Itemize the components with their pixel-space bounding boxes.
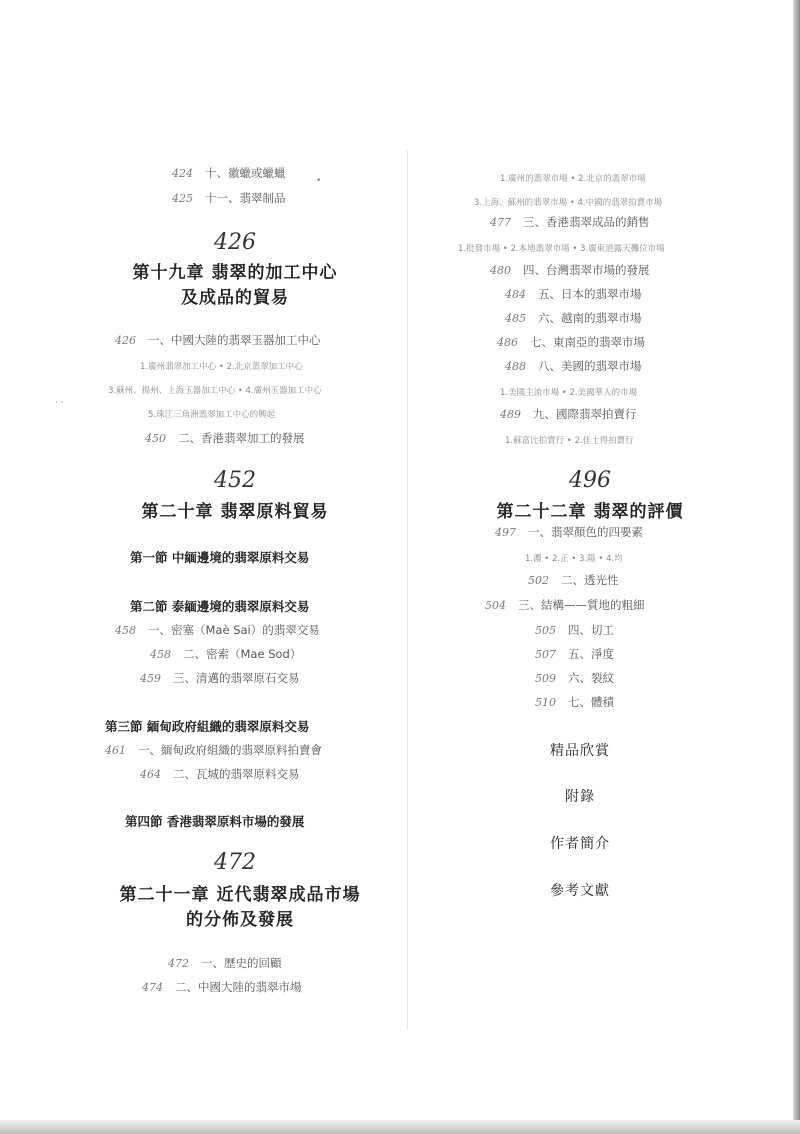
toc-entry <box>497 334 645 350</box>
entry-title: 十、徽蠟或蠟蠟 <box>205 166 286 180</box>
toc-subentry: 1.批發市場 • 2.本地翡翠市場 • 3.廣東道露天攤位市場 <box>458 244 665 254</box>
entry-title: 四、切工 <box>568 623 614 637</box>
entry-title: 二、瓦城的翡翠原料交易 <box>173 767 300 781</box>
entry-title: 一、歷史的回顧 <box>201 956 282 970</box>
toc-entry <box>528 572 619 588</box>
chapter-page-number: 452 <box>214 468 256 493</box>
toc-subentry: 1.廣州的翡翠市場 • 2.北京的翡翠市場 <box>500 174 646 184</box>
page-number: 502 <box>528 574 549 587</box>
page-number: 509 <box>535 672 556 685</box>
toc-entry <box>535 694 614 710</box>
chapter-title: 第二十一章 近代翡翠成品市場 <box>119 885 361 905</box>
chapter-title-line2: 及成品的貿易 <box>181 288 289 308</box>
entry-title: 二、中國大陸的翡翠市場 <box>175 980 302 994</box>
page-number: 504 <box>485 599 506 612</box>
toc-entry <box>105 742 322 758</box>
entry-title: 七、東南亞的翡翠市場 <box>530 335 645 349</box>
page-number: 461 <box>105 744 126 757</box>
page-number: 450 <box>145 432 166 445</box>
toc-subentry: 5.珠江三角洲翡翠加工中心的興起 <box>148 410 276 420</box>
toc-entry <box>115 622 320 638</box>
entry-title: 三、清邁的翡翠原石交易 <box>173 671 300 685</box>
entry-title: 八、美國的翡翠市場 <box>538 359 642 373</box>
scan-speck: · · <box>55 398 64 408</box>
entry-title: 二、香港翡翠加工的發展 <box>178 431 305 445</box>
section-heading: 第四節 香港翡翠原料市場的發展 <box>125 814 305 829</box>
chapter-page-number: 472 <box>214 850 256 875</box>
entry-title: 六、越南的翡翠市場 <box>538 311 642 325</box>
toc-entry <box>535 622 614 638</box>
column-divider <box>407 150 408 1030</box>
page-number: 477 <box>490 216 511 229</box>
back-matter-gallery: 精品欣賞 <box>550 743 610 759</box>
toc-entry <box>140 670 300 686</box>
page-number: 458 <box>115 624 136 637</box>
chapter-page-number: 496 <box>569 468 611 493</box>
scan-speck: • <box>316 176 322 186</box>
toc-subentry: 1.蘇富比拍賣行 • 2.佳士得拍賣行 <box>505 436 634 446</box>
toc-entry <box>142 979 302 995</box>
page-number: 459 <box>140 672 161 685</box>
toc-entry <box>172 190 286 206</box>
toc-entry <box>505 286 642 302</box>
toc-subentry: 1.濃 • 2.正 • 3.陽 • 4.均 <box>525 554 623 564</box>
back-matter-references: 參考文獻 <box>550 883 610 899</box>
toc-subentry: 1.廣州翡翠加工中心 • 2.北京翡翠加工中心 <box>140 362 303 372</box>
back-matter-author: 作者簡介 <box>550 836 610 852</box>
page-number: 489 <box>500 408 521 421</box>
page-number: 458 <box>150 648 171 661</box>
toc-entry <box>490 262 650 278</box>
page-number: 484 <box>505 288 526 301</box>
page-number: 425 <box>172 192 193 205</box>
chapter-title: 第二十二章 翡翠的評價 <box>496 502 684 522</box>
page-number: 510 <box>535 696 556 709</box>
chapter-title-line2: 的分佈及發展 <box>186 910 294 930</box>
toc-subentry: 1.美國主流市場 • 2.美國華人的市場 <box>500 388 638 398</box>
page-number: 505 <box>535 624 556 637</box>
chapter-title: 第十九章 翡翠的加工中心 <box>132 263 338 283</box>
toc-entry <box>505 310 642 326</box>
entry-title: 六、裂紋 <box>568 671 614 685</box>
toc-entry <box>535 670 614 686</box>
entry-title: 七、體積 <box>568 695 614 709</box>
page-number: 486 <box>497 336 518 349</box>
toc-entry <box>168 955 282 971</box>
page-number: 474 <box>142 981 163 994</box>
entry-title: 二、密索（Mae Sod） <box>183 647 302 661</box>
entry-title: 一、翡翠顏色的四要素 <box>528 525 643 539</box>
entry-title: 五、淨度 <box>568 647 614 661</box>
page-number: 497 <box>495 526 516 539</box>
toc-entry <box>485 597 645 613</box>
page-number: 424 <box>172 167 193 180</box>
section-heading: 第二節 泰緬邊境的翡翠原料交易 <box>130 599 310 614</box>
chapter-title: 第二十章 翡翠原料貿易 <box>141 502 329 522</box>
toc-entry <box>172 165 286 181</box>
page-number: 488 <box>505 360 526 373</box>
entry-title: 九、國際翡翠拍賣行 <box>533 407 637 421</box>
page-number: 480 <box>490 264 511 277</box>
section-heading: 第一節 中緬邊境的翡翠原料交易 <box>130 550 310 565</box>
entry-title: 四、台灣翡翠市場的發展 <box>523 263 650 277</box>
page-number: 485 <box>505 312 526 325</box>
entry-title: 一、緬甸政府組織的翡翠原料拍賣會 <box>138 743 322 757</box>
back-matter-appendix: 附錄 <box>565 789 595 805</box>
page-number: 464 <box>140 768 161 781</box>
entry-title: 十一、翡翠制品 <box>205 191 286 205</box>
entry-title: 一、密塞（Maè Sai）的翡翠交易 <box>148 623 320 637</box>
chapter-page-number: 426 <box>214 230 256 255</box>
toc-entry <box>150 646 301 662</box>
page-number: 507 <box>535 648 556 661</box>
toc-entry <box>140 766 300 782</box>
toc-subentry: 3.上海、蘇州的翡翠市場 • 4.中國的翡翠拍賣市場 <box>474 198 663 208</box>
page-number: 426 <box>115 334 136 347</box>
entry-title: 一、中國大陸的翡翠玉器加工中心 <box>148 333 321 347</box>
entry-title: 三、香港翡翠成品的銷售 <box>523 215 650 229</box>
toc-entry <box>490 214 650 230</box>
section-heading: 第三節 緬甸政府組織的翡翠原料交易 <box>105 719 310 734</box>
toc-entry <box>495 524 643 540</box>
entry-title: 五、日本的翡翠市場 <box>538 287 642 301</box>
toc-entry <box>500 406 637 422</box>
toc-entry <box>505 358 642 374</box>
toc-entry <box>535 646 614 662</box>
toc-entry <box>115 332 321 348</box>
page-number: 472 <box>168 957 189 970</box>
page-edge-right <box>793 0 800 1134</box>
toc-subentry: 3.蘇州、揚州、上海玉器加工中心 • 4.廣州玉器加工中心 <box>108 386 322 396</box>
entry-title: 二、透光性 <box>561 573 619 587</box>
toc-entry <box>145 430 305 446</box>
entry-title: 三、結構——質地的粗細 <box>518 598 645 612</box>
page-edge-bottom <box>0 1120 800 1134</box>
